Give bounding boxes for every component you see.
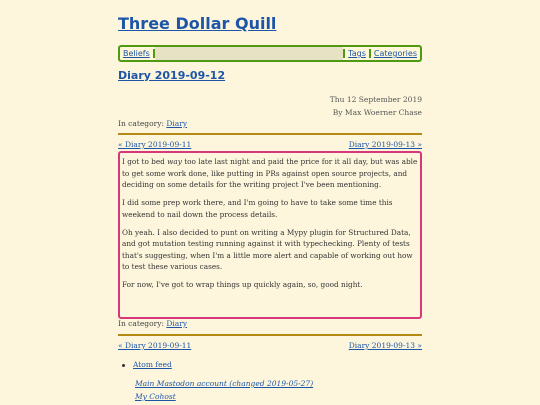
category-link[interactable]: Diary [166,119,188,128]
mastodon-link[interactable]: Main Mastodon account (changed 2019-05-27) [135,379,314,388]
bullet-icon [122,364,125,367]
nav-beliefs-link[interactable]: Beliefs [120,49,155,58]
site-title-link[interactable]: Three Dollar Quill [118,14,277,33]
paragraph: I got to bed way too late last night and paid the price for it all day, but was able to get some work done, like putting in PRs against open source projects, and deciding on some details for the writing project I've been mentioning. [122,157,418,189]
next-post-link[interactable]: Diary 2019-09-13 » [348,140,422,149]
next-post-link[interactable]: Diary 2019-09-13 » [348,341,422,350]
divider-bottom [118,334,422,336]
paragraph: For now, I've got to wrap things up quickly again, so, good night. [122,280,363,289]
nav-bar [118,45,422,62]
category-line-bottom [118,319,187,328]
category-label: In category: [118,319,164,328]
paragraph: I did some prep work there, and I'm going to have to take some time this weekend to nail down the process details. [122,198,393,219]
post-date: Thu 12 September 2019 [329,95,422,104]
emphasis: way [167,157,182,166]
category-link[interactable]: Diary [166,319,188,328]
nav-spacer [155,47,343,60]
atom-feed-link[interactable]: Atom feed [133,360,172,369]
paragraph: Oh yeah. I also decided to punt on writing a Mypy plugin for Structured Data, and got mutation testing running against it with typechecking. Plenty of tests that's suggesting, when I'm a little more alert and capable of working out how to test these various cases. [122,227,413,271]
cohost-link[interactable]: My Cohost [135,392,176,401]
nav-tags-link[interactable]: Tags [343,49,371,58]
nav-categories-link[interactable]: Categories [373,49,417,58]
divider-top [118,133,422,135]
feeds-list [122,360,172,369]
prev-post-link[interactable]: « Diary 2019-09-11 [118,140,192,149]
prev-post-link[interactable]: « Diary 2019-09-11 [118,341,192,350]
post-author: By Max Woerner Chase [332,108,422,117]
post-title-link[interactable]: Diary 2019-09-12 [118,69,226,82]
post-content [118,151,422,319]
pager-bottom [118,341,422,350]
category-line-top [118,119,187,128]
category-label: In category: [118,119,164,128]
pager-top [118,140,422,149]
